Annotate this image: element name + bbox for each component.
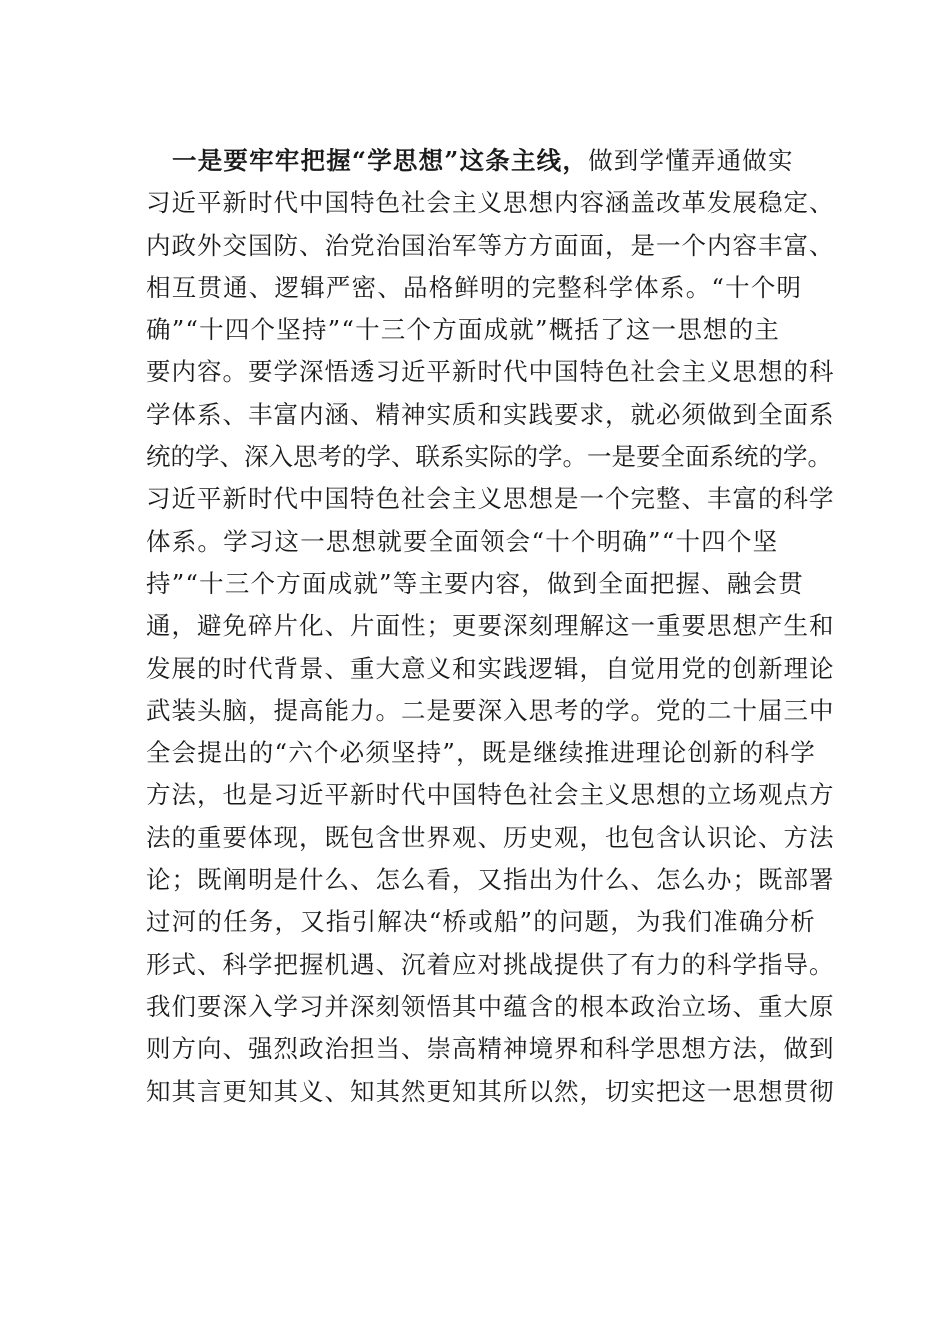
paragraph-line-2: 习近平新时代中国特色社会主义思想内容涵盖改革发展稳定、 <box>146 188 835 218</box>
paragraph-line-20: 形式、科学把握机遇、沉着应对挑战提供了有力的科学指导。 <box>146 949 835 979</box>
paragraph-line-14: 武装头脑，提高能力。二是要深入思考的学。党的二十届三中 <box>146 695 835 725</box>
lead-phrase: 一是要牢牢把握“学思想”这条主线， <box>172 146 589 175</box>
paragraph-line-1-rest: 做到学懂弄通做实 <box>588 146 794 175</box>
paragraph-line-9: 习近平新时代中国特色社会主义思想是一个完整、丰富的科学 <box>146 484 835 514</box>
paragraph-line-11: 持”“十三个方面成就”等主要内容，做到全面把握、融会贯 <box>146 568 804 598</box>
paragraph-line-7: 学体系、丰富内涵、精神实质和实践要求，就必须做到全面系 <box>146 399 835 429</box>
paragraph-line-21: 我们要深入学习并深刻领悟其中蕴含的根本政治立场、重大原 <box>146 991 835 1021</box>
paragraph-line-4: 相互贯通、逻辑严密、品格鲜明的完整科学体系。“十个明 <box>146 272 803 302</box>
paragraph-line-15: 全会提出的“六个必须坚持”，既是继续推进理论创新的科学 <box>146 738 816 768</box>
paragraph-line-22: 则方向、强烈政治担当、崇高精神境界和科学思想方法，做到 <box>146 1034 835 1064</box>
paragraph-line-6: 要内容。要学深悟透习近平新时代中国特色社会主义思想的科 <box>146 357 835 387</box>
paragraph-line-12: 通，避免碎片化、片面性；更要深刻理解这一重要思想产生和 <box>146 611 835 641</box>
paragraph-line-19: 过河的任务，又指引解决“桥或船”的问题，为我们准确分析 <box>146 907 816 937</box>
paragraph-line-17: 法的重要体现，既包含世界观、历史观，也包含认识论、方法 <box>146 822 835 852</box>
paragraph-line-3: 内政外交国防、治党治国治军等方方面面，是一个内容丰富、 <box>146 230 835 260</box>
paragraph-line-23: 知其言更知其义、知其然更知其所以然，切实把这一思想贯彻 <box>146 1076 835 1106</box>
paragraph-line-5: 确”“十四个坚持”“十三个方面成就”概括了这一思想的主 <box>146 315 781 345</box>
paragraph-line-13: 发展的时代背景、重大意义和实践逻辑，自觉用党的创新理论 <box>146 653 835 683</box>
paragraph-line-16: 方法，也是习近平新时代中国特色社会主义思想的立场观点方 <box>146 780 835 810</box>
paragraph-line-10: 体系。学习这一思想就要全面领会“十个明确”“十四个坚 <box>146 526 779 556</box>
paragraph-line-1 <box>146 140 836 182</box>
paragraph-line-18: 论；既阐明是什么、怎么看，又指出为什么、怎么办；既部署 <box>146 865 835 895</box>
body-paragraph <box>146 140 836 1113</box>
paragraph-line-8: 统的学、深入思考的学、联系实际的学。一是要全面系统的学。 <box>146 442 832 472</box>
